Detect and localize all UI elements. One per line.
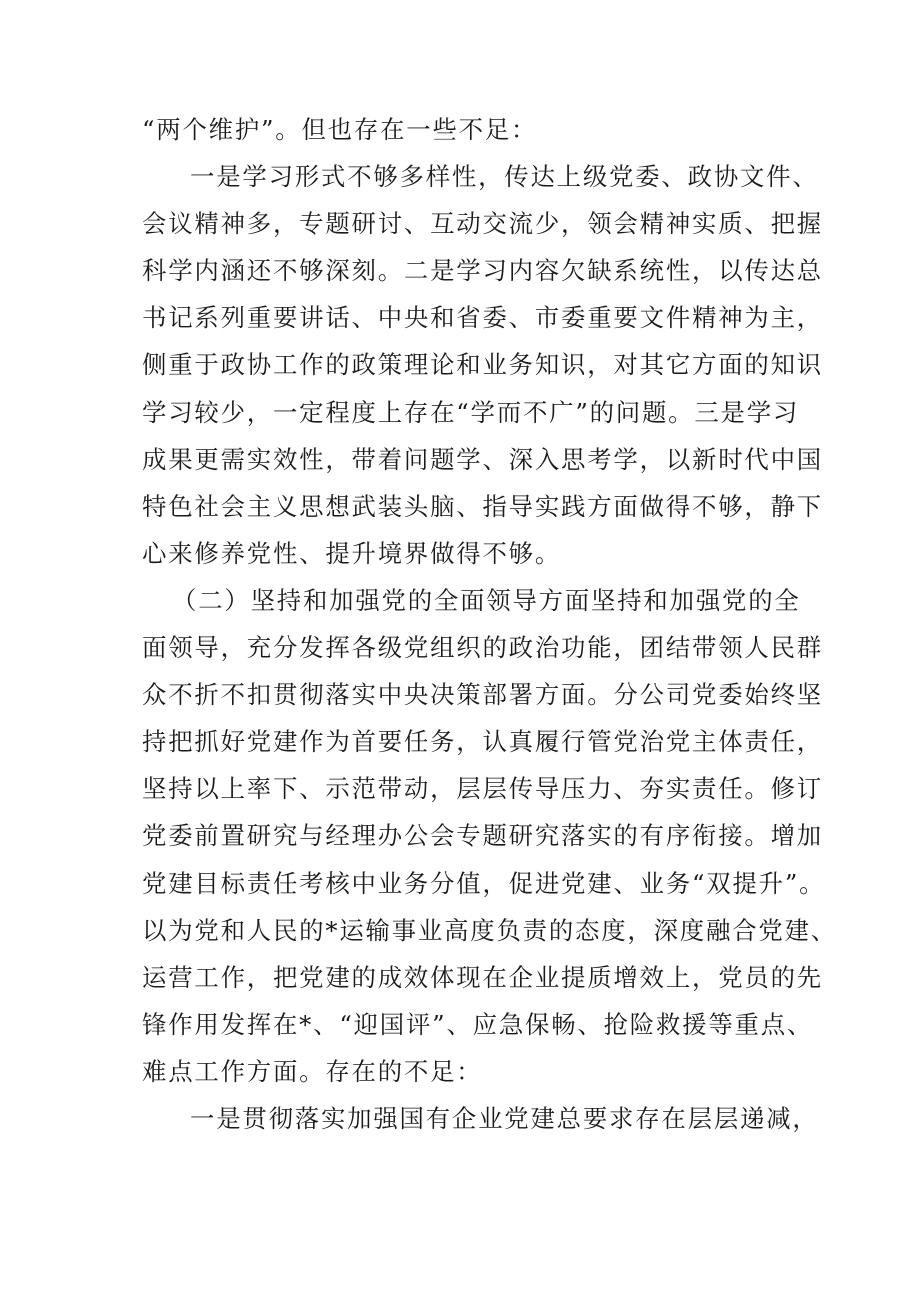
text-line: 锋作用发挥在*、“迎国评”、应急保畅、抢险救援等重点、 (142, 1009, 814, 1039)
text-line: 心来修养党性、提升境界做得不够。 (142, 538, 562, 568)
text-line: 坚持以上率下、示范带动，层层传导压力、夯实责任。修订 (142, 774, 823, 804)
text-line: 特色社会主义思想武装头脑、指导实践方面做得不够，静下 (142, 491, 823, 521)
text-line: （二）坚持和加强党的全面领导方面坚持和加强党的全 (172, 585, 801, 615)
text-line: 会议精神多，专题研讨、互动交流少，领会精神实质、把握 (142, 209, 823, 239)
text-line: 难点工作方面。存在的不足： (142, 1056, 483, 1086)
text-line: 书记系列重要讲话、中央和省委、市委重要文件精神为主， (142, 303, 823, 333)
text-line: “两个维护”。但也存在一些不足： (142, 115, 538, 144)
text-line: 侧重于政协工作的政策理论和业务知识，对其它方面的知识 (142, 350, 823, 380)
text-line: 一是学习形式不够多样性，传达上级党委、政协文件、 (190, 162, 819, 192)
text-line: 众不折不扣贯彻落实中央决策部署方面。分公司党委始终坚 (142, 680, 823, 710)
text-line: 成果更需实效性，带着问题学、深入思考学，以新时代中国 (142, 444, 823, 474)
text-line: 一是贯彻落实加强国有企业党建总要求存在层层递减， (190, 1103, 819, 1133)
text-line: 党建目标责任考核中业务分值，促进党建、业务“双提升”。 (142, 868, 826, 898)
text-line: 持把抓好党建作为首要任务，认真履行管党治党主体责任， (142, 727, 823, 757)
text-line: 党委前置研究与经理办公会专题研究落实的有序衔接。增加 (142, 821, 823, 851)
text-line: 科学内涵还不够深刻。二是学习内容欠缺系统性，以传达总 (142, 256, 823, 286)
text-line: 以为党和人民的*运输事业高度负责的态度，深度融合党建、 (142, 915, 837, 945)
document-body (142, 106, 837, 1142)
text-line: 面领导，充分发挥各级党组织的政治功能，团结带领人民群 (142, 633, 823, 663)
text-line: 学习较少，一定程度上存在“学而不广”的问题。三是学习 (142, 397, 800, 427)
text-line: 运营工作，把党建的成效体现在企业提质增效上，党员的先 (142, 962, 823, 992)
